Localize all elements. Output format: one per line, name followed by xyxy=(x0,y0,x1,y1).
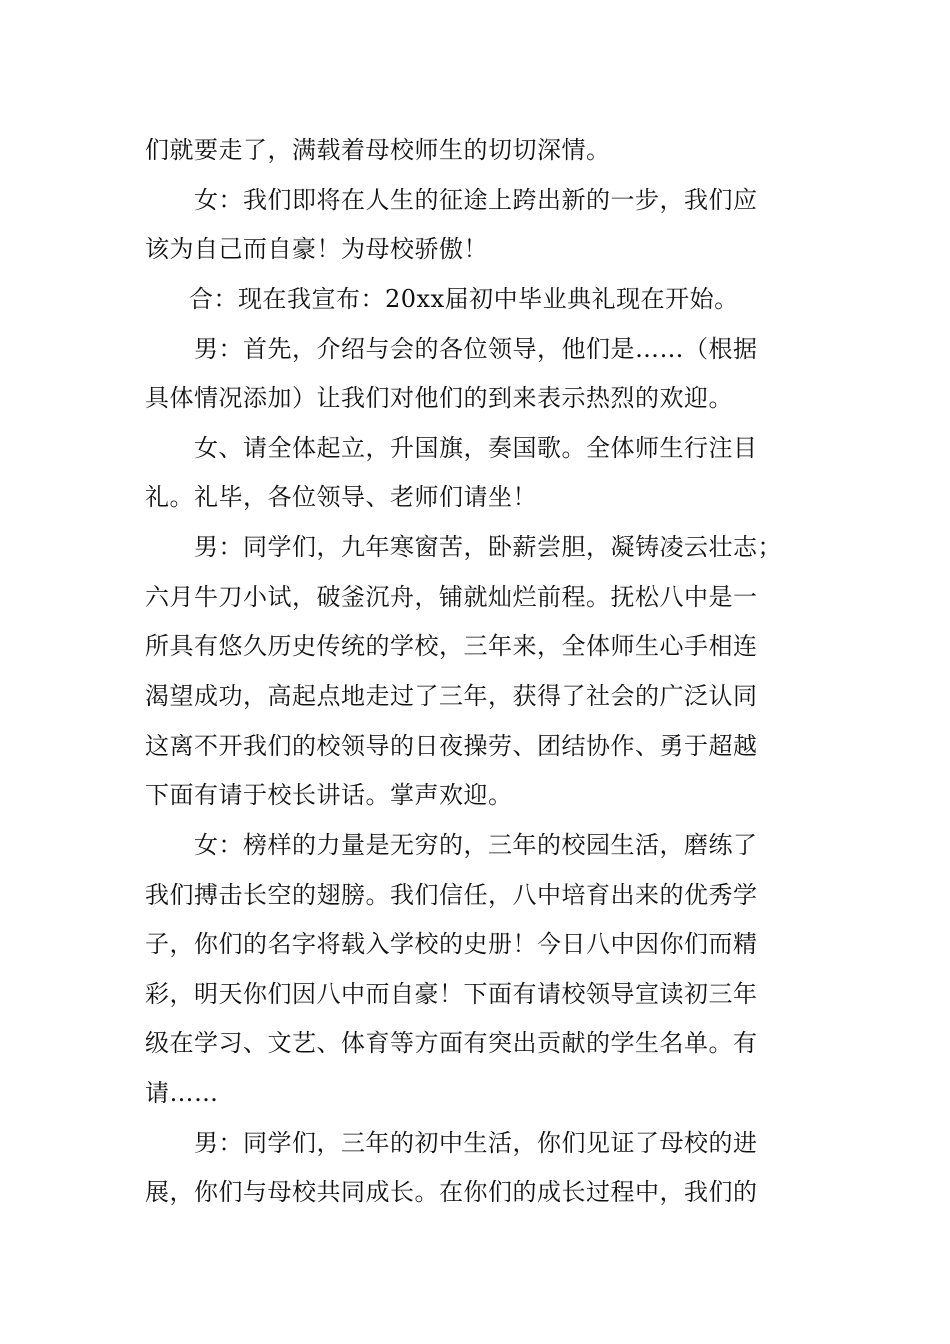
text-line: 女、请全体起立，升国旗，奏国歌。全体师生行注目 xyxy=(145,434,758,462)
text-line: 所具有悠久历史传统的学校，三年来，全体师生心手相连 xyxy=(145,632,758,660)
text-line: 子，你们的名字将载入学校的史册！今日八中因你们而精 xyxy=(145,930,758,958)
text-line: 礼。礼毕，各位领导、老师们请坐！ xyxy=(145,483,537,511)
text-line: 我们搏击长空的翅膀。我们信任，八中培育出来的优秀学 xyxy=(145,881,758,909)
text-line: 合：现在我宣布：20xx届初中毕业典礼现在开始。 xyxy=(140,285,739,313)
text-line: 展，你们与母校共同成长。在你们的成长过程中，我们的 xyxy=(145,1178,758,1206)
text-line: 六月牛刀小试，破釜沉舟，铺就灿烂前程。抚松八中是一 xyxy=(145,583,758,611)
text-line: 男：同学们，九年寒窗苦，卧薪尝胆，凝铸凌云壮志； xyxy=(145,533,782,561)
text-line: 该为自己而自豪！为母校骄傲！ xyxy=(145,235,488,263)
text-line: 们就要走了，满载着母校师生的切切深情。 xyxy=(145,136,611,164)
text-line: 下面有请于校长讲话。掌声欢迎。 xyxy=(145,781,513,809)
text-line: 渴望成功，高起点地走过了三年，获得了社会的广泛认同 xyxy=(145,682,758,710)
text-line: 这离不开我们的校领导的日夜操劳、团结协作、勇于超越 xyxy=(145,732,758,760)
text-line: 男：首先，介绍与会的各位领导，他们是……（根据 xyxy=(145,335,758,363)
text-line: 女：榜样的力量是无穷的，三年的校园生活，磨练了 xyxy=(145,831,758,859)
text-line: 请…… xyxy=(145,1079,219,1107)
text-line: 女：我们即将在人生的征途上跨出新的一步，我们应 xyxy=(145,186,758,214)
text-line: 具体情况添加）让我们对他们的到来表示热烈的欢迎。 xyxy=(145,384,733,412)
text-line: 级在学习、文艺、体育等方面有突出贡献的学生名单。有 xyxy=(145,1029,758,1057)
text-line: 彩，明天你们因八中而自豪！下面有请校领导宣读初三年 xyxy=(145,980,758,1008)
text-line: 男：同学们，三年的初中生活，你们见证了母校的进 xyxy=(145,1129,758,1157)
